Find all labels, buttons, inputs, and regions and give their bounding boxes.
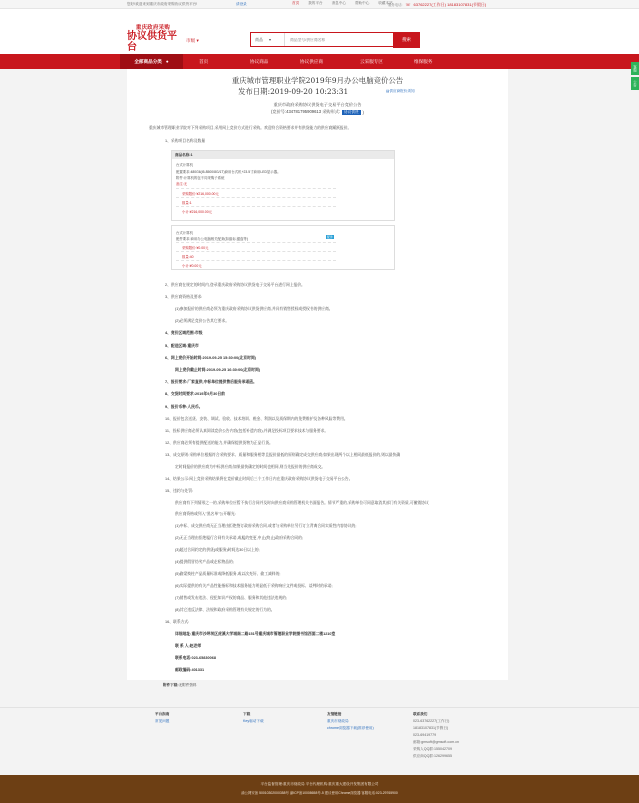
clause-15-item-5: (5)偷梁换柱产品质量标准或降低服务,或以次充好、偷工减料的; bbox=[175, 572, 281, 576]
clause-6: 6、网上竞价开始时间:2019-09-25 15:30:00(北京时间) bbox=[165, 356, 256, 360]
clause-15-item-1: (1)中标、成交供应商无正当理由拒绝签订政府采购合同,或者与采购单位另行订立背离合同实质性内容协议的; bbox=[175, 524, 357, 528]
quantity: 数量:40 bbox=[182, 255, 194, 259]
clause-14: 14、结果公示:网上竞价采购结果将在竞价截止时间后三个工作日内在重庆政府采购协议供货电子交易平台公告。 bbox=[165, 477, 353, 481]
page-title: 重庆城市管理职业学院2019年9月办公电脑竞价公告 bbox=[231, 76, 404, 85]
product-config: 配件要求:商用办公电脑相关配套(如鼠标,键盘等) bbox=[176, 237, 248, 241]
clause-9: 9、报价币种:人民币。 bbox=[165, 405, 203, 409]
bid-number-line bbox=[127, 109, 508, 115]
footer-link-chrome[interactable]: chrome浏览器下载(推荐使用) bbox=[327, 726, 374, 730]
intro-text: 重庆城市管理职业学院对下列采购项目,采用网上竞价方式进行采购。欢迎符合资格要求并有供货能力的供应商踊跃报价。 bbox=[149, 126, 352, 130]
product-note: 附件:计算机的包不同采购子系统 bbox=[176, 176, 225, 180]
chevron-down-icon: ▾ bbox=[196, 38, 199, 43]
clause-15-item-4: (4)提供假冒伪劣产品或走私物品的; bbox=[175, 560, 234, 564]
main-nav-home[interactable]: 首页 bbox=[199, 58, 209, 64]
attachment-label: 附件下载: bbox=[163, 683, 179, 687]
footer bbox=[0, 775, 639, 803]
product-remark-text: 备注:无 bbox=[176, 182, 188, 186]
footer-contact-email: 邮箱:gmsoft@gmsoft.com.cn bbox=[413, 740, 459, 744]
bid-number-end: ) bbox=[362, 109, 364, 115]
sub-title: 重庆市政府采购协议供货电子交易平台竞价公告 bbox=[273, 102, 362, 107]
logo-line-2: 协议供货平台 bbox=[127, 31, 177, 53]
top-nav-messages[interactable]: 消息中心 bbox=[331, 1, 346, 5]
clause-6-end: 网上竞价截止时间:2019-09-25 16:30:00(北京时间) bbox=[175, 368, 261, 372]
main-nav-suppliers[interactable]: 协议供应商 bbox=[300, 58, 323, 64]
footer-links bbox=[0, 707, 639, 775]
main-nav-maintenance[interactable]: 维保服务 bbox=[414, 58, 433, 64]
side-tab-service[interactable]: 客服 bbox=[631, 62, 639, 75]
divider bbox=[176, 242, 336, 243]
search-type-label: 商品 bbox=[255, 36, 263, 42]
footer-line-1: 平台监督管理:重庆市财政局 平台代理机构:重庆重大建设开发集团有限公司 bbox=[260, 782, 379, 786]
contact-person: 联 系 人:赵老师 bbox=[175, 644, 202, 648]
header bbox=[0, 9, 639, 54]
clause-3-2: (2)必须满足竞价公告其它要求。 bbox=[175, 319, 229, 323]
clause-16: 16、联系方式: bbox=[165, 620, 190, 624]
accessory-badge: 配件 bbox=[327, 235, 334, 239]
clause-12: 12、供应商必须有提供配送的能力,并确保提供货物为正品行货。 bbox=[165, 441, 273, 445]
contact-phone: 联系电话:023-65830068 bbox=[175, 656, 216, 660]
service-phone-number: 63762227(工作日) 18183107831(节假日) bbox=[413, 1, 487, 7]
footer-contact-supplier-qq: 供应商QQ群:126299655 bbox=[413, 754, 452, 758]
clause-3-1: (1)参加报价的供应商必须为重庆政府采购协议供货供应商,并具有销售授权或授权书的供应商。 bbox=[175, 307, 333, 311]
clause-5: 5、配送区域:重庆市 bbox=[165, 344, 199, 348]
divider bbox=[176, 197, 336, 198]
document-icon: ▤ bbox=[386, 89, 390, 93]
footer-link-faq[interactable]: 常见问题 bbox=[155, 719, 170, 723]
city-label: 市级 bbox=[186, 38, 196, 43]
login-link[interactable]: 请登录 bbox=[236, 2, 247, 6]
top-nav-help[interactable]: 帮助中心 bbox=[354, 1, 370, 5]
chevron-circle-icon: ● bbox=[165, 59, 169, 64]
section-1-title: 1、采购项目名称及数量 bbox=[165, 139, 206, 143]
clause-15-item-3: (3)超过合同约定的供货(或服务)时间达30日以上的; bbox=[175, 548, 260, 552]
footer-link-key-driver[interactable]: Key驱动下载 bbox=[243, 719, 264, 723]
search-button[interactable]: 搜索 bbox=[393, 32, 420, 48]
top-nav bbox=[292, 1, 393, 6]
footer-contact-phone: 023-69419779 bbox=[413, 733, 437, 737]
main-nav bbox=[0, 54, 639, 69]
contact-address: 详细地址:重庆市沙坪坝区虎溪大学城南二路151号重庆城市管理职业学院图书馆西面二楼1210室 bbox=[175, 632, 336, 636]
publish-date bbox=[238, 86, 348, 97]
attachment-value: 无附件资料 bbox=[178, 683, 197, 687]
footer-col-title: 联系我们 bbox=[413, 712, 428, 716]
footer-col-download bbox=[243, 711, 264, 725]
product-config: 配置要求:480G6(i5-8500/8G/1T)商用台式机+23.5寸商用LED显示器。 bbox=[176, 170, 281, 174]
side-tab-notice[interactable]: 公告 bbox=[631, 77, 639, 90]
search-type-select[interactable] bbox=[251, 33, 285, 46]
clause-7: 7、报价要求:厂家直供,中标单位提供售后服务承诺函。 bbox=[165, 380, 257, 384]
clause-3: 3、供应商资格及要求: bbox=[165, 295, 203, 299]
footer-contact-workday: 023-63762227(工作日) bbox=[413, 719, 450, 723]
chevron-down-icon: ▾ bbox=[269, 37, 272, 42]
contact-postcode: 邮政编码:401331 bbox=[175, 668, 205, 672]
footer-col-title: 平台指南 bbox=[155, 712, 170, 716]
service-phone-label: 服务电话: bbox=[388, 3, 403, 7]
footer-link-finance-bureau[interactable]: 重庆市财政局 bbox=[327, 719, 349, 723]
price-limit: 采购限价:¥0.00元 bbox=[182, 246, 209, 250]
attachment-download bbox=[163, 683, 197, 688]
divider bbox=[176, 260, 336, 261]
clause-15-item-7: (7)销售或发布违法、侵犯知识产权的商品、服务和其他违法违规的; bbox=[175, 596, 288, 600]
quantity: 数量:1 bbox=[182, 201, 192, 205]
site-logo[interactable] bbox=[127, 23, 179, 53]
publish-date-label: 发布日期: bbox=[238, 87, 271, 96]
clause-4: 4、竞价区域范围:市级 bbox=[165, 331, 203, 335]
product-name: 台式计算机 bbox=[176, 163, 193, 167]
clause-11: 11、投标供应商必须认真阅读竞价公告内容(包括补遗内容),并满足投标项目要求技术与服务要求。 bbox=[165, 429, 329, 433]
welcome-text: 您好!欢迎来到重庆市政府采购协议供货平台! bbox=[127, 2, 198, 6]
top-nav-favorite[interactable]: 收藏本站 bbox=[378, 1, 393, 5]
top-bar bbox=[0, 0, 639, 9]
clause-15: 15、违约与处罚: bbox=[165, 489, 194, 493]
product-card-1 bbox=[171, 150, 395, 221]
divider bbox=[176, 251, 336, 252]
logo-line-1: 重庆政府采购 bbox=[135, 25, 171, 31]
clause-15-text: 供应商有下列情形之一的,采购单位应暂不执行合同并及时向供应商采购管理机关书面报告。情节严重的,采购单位可同意取消其部门有关资质,可撤销协议 bbox=[175, 501, 429, 505]
clause-15-text-cont: 供应商资格或列入"黑名单"公开曝光: bbox=[175, 512, 236, 516]
footer-col-title: 下载 bbox=[243, 712, 251, 716]
clause-13-cont: 定时间报价的供应商为中标供应商;如果最快确定的时间也相同,则当先报价的供应商成交。 bbox=[175, 465, 326, 469]
footer-contact-holiday: 18183107831(节假日) bbox=[413, 726, 449, 730]
product-card-header: 商品名称:1 bbox=[172, 151, 394, 159]
footer-col-guide bbox=[155, 711, 169, 725]
footer-line-2: 渝公网安备 50010302000358号 渝ICP备10008658号-5 建议使用Chrome浏览器 客服电话:023-29765900 bbox=[241, 791, 398, 795]
footer-contact-buyer-qq: 采购人QQ群:155042709 bbox=[413, 747, 452, 751]
clause-15-item-6: (6)实际提供的有关产品性能指标和技术服务能力明显低于采购响应文件或投标、谈判时的承诺; bbox=[175, 584, 333, 588]
main-nav-cloud-zone[interactable]: 云采服专区 bbox=[360, 58, 383, 64]
product-card-2 bbox=[171, 225, 395, 270]
all-categories-button[interactable] bbox=[120, 54, 183, 69]
clause-15-item-2: (2)无正当理由拒绝履行合同有关承诺,或履约变更,中止(终止)政府采购合同的; bbox=[175, 536, 304, 540]
clause-15-item-8: (8)其它违反法律、法规和政府采购管理有关规定的行为的。 bbox=[175, 608, 275, 612]
main-nav-products[interactable]: 协议商品 bbox=[250, 58, 269, 64]
supplier-notice-label: 供应商报价须知 bbox=[389, 89, 415, 93]
product-remark bbox=[176, 181, 187, 186]
subtotal: 小计:¥0.00元 bbox=[182, 264, 202, 268]
footer-col-friends bbox=[327, 711, 374, 732]
product-name: 台式计算机 bbox=[176, 231, 193, 235]
city-selector[interactable] bbox=[186, 38, 199, 44]
phone-icon: ☏ bbox=[405, 2, 411, 7]
top-nav-my-platform[interactable]: 我的平台 bbox=[308, 1, 323, 5]
footer-col-title: 友情链接 bbox=[327, 712, 342, 716]
divider bbox=[176, 188, 336, 189]
service-phone bbox=[388, 2, 486, 8]
publish-date-value: 2019-09-20 10:23:31 bbox=[270, 87, 349, 96]
subtotal: 小计:¥216,000.00元 bbox=[182, 210, 212, 214]
bid-number: (竞价号:434781795909613 采购形式: bbox=[271, 109, 341, 114]
clause-2: 2、供应商在规定的时间内,登录重庆政府采购协议供货电子交易平台进行网上报价。 bbox=[165, 283, 305, 287]
side-tabs bbox=[631, 62, 639, 92]
footer-col-contact bbox=[413, 711, 459, 760]
price-limit: 采购限价:¥216,000.00元 bbox=[182, 192, 219, 196]
all-categories-label: 全部商品分类 bbox=[134, 58, 162, 64]
top-nav-home[interactable]: 首页 bbox=[292, 1, 300, 5]
search-bar bbox=[250, 32, 420, 47]
search-input[interactable] bbox=[285, 33, 393, 46]
clause-13: 13、成交原则:采购单位根据符合采购要求、质量和服务相等且报价最低的原则确定成交供应商;如果出现两个以上相同最低报价的,则以最快确 bbox=[165, 453, 401, 457]
divider bbox=[176, 206, 336, 207]
clause-10: 10、报价包含送货、安装、调试、验收、技术培训、税金、利润以及质保期内的免费维护及各种风险等费用。 bbox=[165, 417, 348, 421]
supplier-notice-link[interactable] bbox=[386, 89, 415, 94]
purchase-type-badge: 协议供货 bbox=[344, 109, 359, 114]
clause-8: 8、交货时间要求:2019年9月30日前 bbox=[165, 392, 225, 396]
article-panel bbox=[127, 69, 508, 680]
